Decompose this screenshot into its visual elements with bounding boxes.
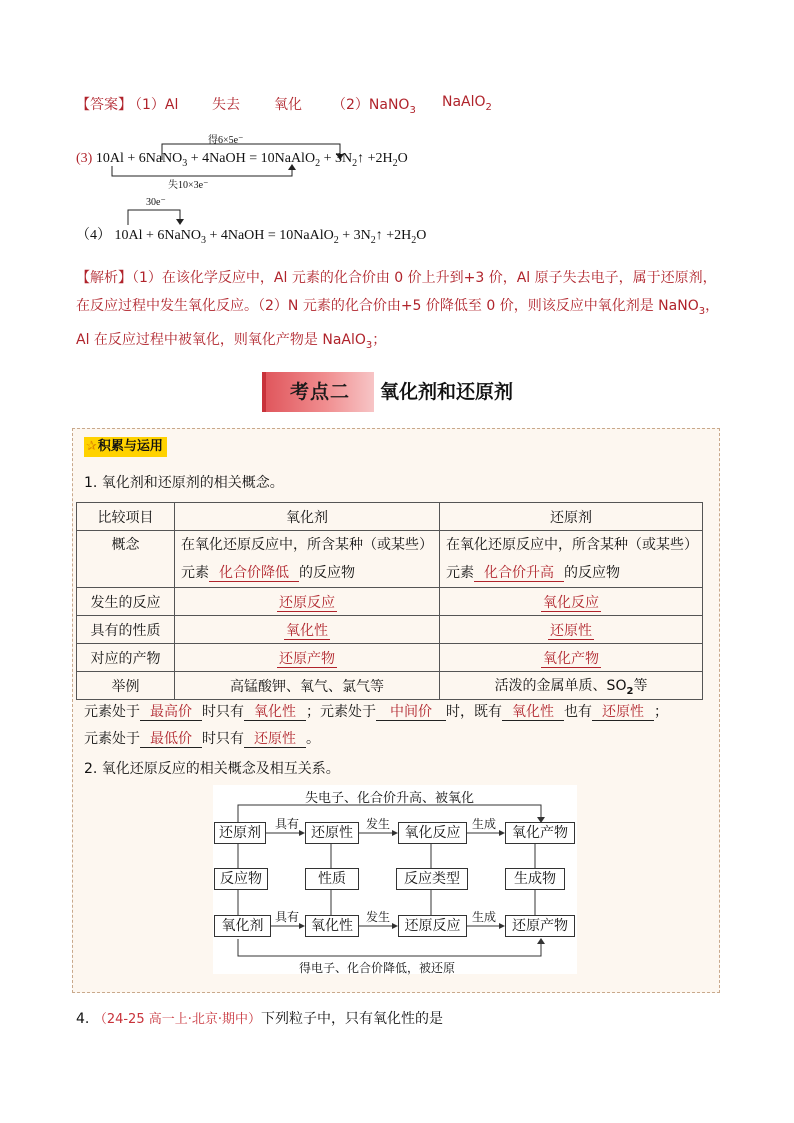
diagram-top-label: 失电子、化合价升高、被氧化	[305, 791, 475, 806]
analysis-label: 【解析】	[76, 270, 132, 286]
diagram-node: 反应物	[214, 868, 268, 890]
table-cell: 还原性	[440, 616, 703, 644]
diagram-node: 生成物	[505, 868, 565, 890]
diagram-arrow-label: 发生	[366, 817, 391, 831]
table-row	[77, 672, 703, 700]
table-cell: 氧化反应	[440, 588, 703, 616]
table-cell: 概念	[77, 531, 175, 588]
table-row	[77, 644, 703, 672]
diagram-bottom-label: 得电子、化合价降低，被还原	[299, 961, 456, 975]
diagram-node: 氧化产物	[505, 822, 575, 844]
answer-label: 【答案】	[76, 97, 132, 113]
eq3-top-note: 得6×5e⁻	[208, 135, 244, 146]
diagram-arrow-label: 发生	[366, 910, 391, 924]
table-row	[77, 531, 703, 588]
diagram-arrow-label: 生成	[472, 817, 497, 831]
diagram-arrow-label: 具有	[275, 910, 300, 924]
diagram-node: 性质	[305, 868, 359, 890]
table-cell: 对应的产物	[77, 644, 175, 672]
fill-line-1: 元素处于 最高价 时只有 氧化性 ；元素处于 中间价 时，既有 氧化性 也有 还原性 ；	[84, 704, 668, 720]
knowledge-badge: ✰积累与运用	[84, 437, 167, 457]
diagram-node: 还原剂	[214, 822, 266, 844]
question-text: 下列粒子中，只有氧化性的是	[261, 1011, 443, 1027]
diagram-node: 氧化性	[305, 915, 359, 937]
table-cell: 活泼的金属单质、$SO_2$等	[440, 672, 703, 700]
table-cell: 高锰酸钾、氧气、氯气等	[175, 672, 440, 700]
fill-line-2: 元素处于 最低价 时只有 还原性 。	[84, 731, 320, 747]
knowledge-item-1: 1. 氧化剂和还原剂的相关概念。	[84, 475, 284, 491]
table-row	[77, 616, 703, 644]
section-title: 氧化剂和还原剂	[380, 381, 514, 403]
diagram-arrow-label: 具有	[275, 817, 300, 831]
answer-item-5: NaAlO$_2$	[442, 94, 492, 113]
diagram-arrow-label: 生成	[472, 910, 497, 924]
table-cell: 具有的性质	[77, 616, 175, 644]
diagram-node: 反应类型	[396, 868, 468, 890]
table-cell: 还原产物	[175, 644, 440, 672]
question-source: （24-25 高一上·北京·期中）	[93, 1012, 261, 1027]
diagram-node: 氧化反应	[398, 822, 467, 844]
table-header: 还原剂	[440, 503, 703, 531]
eq4-top-note: 30e⁻	[146, 197, 166, 208]
table-cell: 在氧化还原反应中，所含某种（或某些） 元素 化合价升高 的反应物	[440, 531, 703, 588]
diagram-node: 还原反应	[398, 915, 467, 937]
table-cell: 发生的反应	[77, 588, 175, 616]
section-tag: 考点二	[266, 372, 374, 412]
star-icon: ✰	[86, 439, 97, 454]
table-header: 氧化剂	[175, 503, 440, 531]
equation-4: （4） 10Al + 6NaNO$_3$ + 4NaOH = 10NaAlO$_2$ + $3N_2↑ +2H_2O$	[76, 228, 427, 246]
question-number: 4.	[76, 1011, 90, 1027]
answer-item-4: （2）NaNO$_3$	[332, 97, 416, 116]
table-row	[77, 588, 703, 616]
question-4	[76, 1008, 443, 1028]
answer-item-2: 失去	[212, 97, 240, 113]
table-header-row	[77, 503, 703, 531]
table-cell: 氧化性	[175, 616, 440, 644]
answer-item-1: （1）Al	[128, 97, 179, 113]
redox-relationship-diagram	[213, 785, 577, 974]
concept-table	[76, 502, 703, 700]
diagram-node: 氧化剂	[214, 915, 271, 937]
diagram-node: 还原产物	[505, 915, 575, 937]
table-cell: 在氧化还原反应中，所含某种（或某些） 元素 化合价降低 的反应物	[175, 531, 440, 588]
eq3-bottom-note: 失10×3e⁻	[168, 180, 209, 191]
table-cell: 举例	[77, 672, 175, 700]
table-header: 比较项目	[77, 503, 175, 531]
diagram-node: 还原性	[305, 822, 359, 844]
section-banner	[266, 372, 536, 412]
answer-item-3: 氧化	[274, 97, 302, 113]
analysis-paragraph: 【解析】（1）在该化学反应中，Al 元素的化合价由 0 价上升到+3 价，Al 原子失去电子，属于还原剂，在反应过程中发生氧化反应。（2）N 元素的化合价由+5 价降低至 0 价，则该反应中氧化剂是 NaNO$_3$，Al 在反应过程中被氧化，则氧化产物是 NaAlO$_3$；	[76, 270, 720, 351]
equation-3: (3) 10Al + 6NaNO$_3$ + 4NaOH = 10NaAlO$_2$ + $3N_2↑ +2H_2O$	[76, 151, 408, 169]
knowledge-item-2: 2. 氧化还原反应的相关概念及相互关系。	[84, 761, 340, 777]
table-cell: 还原反应	[175, 588, 440, 616]
table-cell: 氧化产物	[440, 644, 703, 672]
